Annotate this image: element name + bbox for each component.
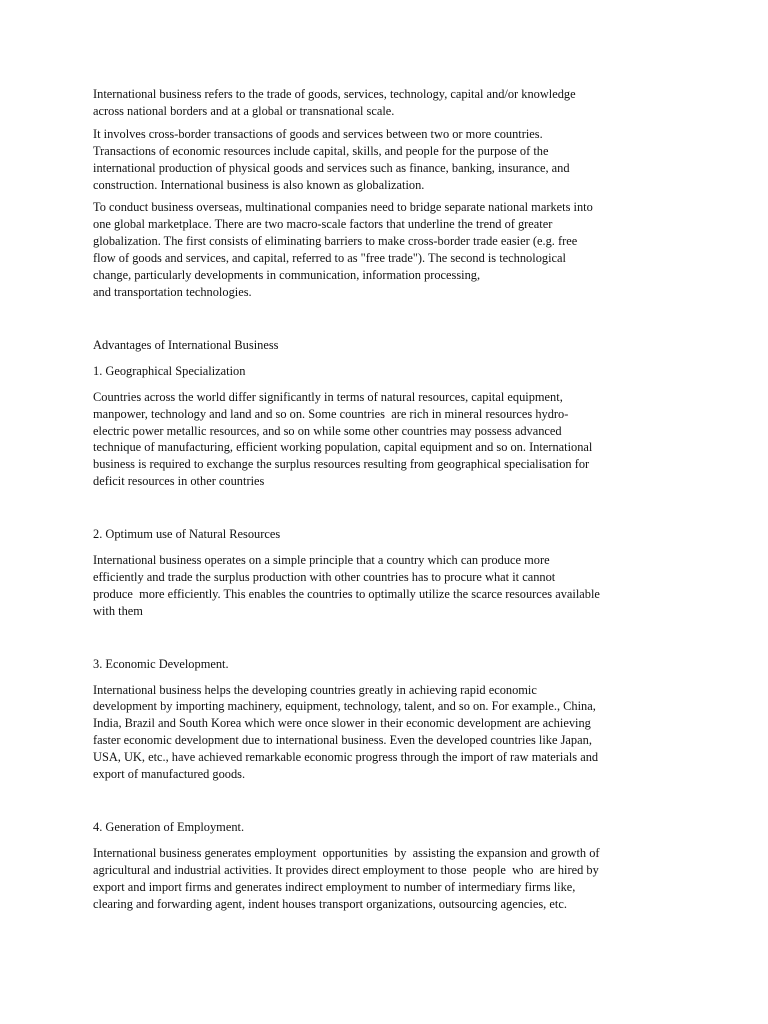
text-line: business is required to exchange the surplus resources resulting from geographical specialisation for <box>93 457 590 472</box>
text-line: globalization. The first consists of eliminating barriers to make cross-border trade easier (e.g. free <box>93 234 578 249</box>
text-line: export of manufactured goods. <box>93 767 246 782</box>
text-line: Countries across the world differ significantly in terms of natural resources, capital equipment, <box>93 389 563 404</box>
text-line: International business helps the developing countries greatly in achieving rapid economic <box>93 682 537 697</box>
text-line: India, Brazil and South Korea which were once slower in their economic development are achieving <box>93 716 591 731</box>
text-line: technique of manufacturing, efficient working population, capital equipment and so on. International <box>93 440 593 455</box>
text-line: manpower, technology and land and so on. Some countries are rich in mineral resources hydro- <box>93 406 569 421</box>
section-heading <box>93 363 683 380</box>
heading-text: 1. Geographical Specialization <box>93 363 246 378</box>
text-line: development by importing machinery, equipment, technology, talent, and so on. For example., China, <box>93 699 596 714</box>
text-line: efficiently and trade the surplus production with other countries has to procure what it cannot <box>93 569 556 584</box>
text-line: It involves cross-border transactions of goods and services between two or more countries. <box>93 126 543 141</box>
section-heading <box>93 526 683 543</box>
section-heading <box>93 656 683 673</box>
section-paragraph <box>93 845 683 913</box>
section-paragraph <box>93 552 683 620</box>
text-line: international production of physical goods and services such as finance, banking, insurance, and <box>93 160 570 175</box>
text-line: International business operates on a simple principle that a country which can produce more <box>93 553 550 568</box>
text-line: International business generates employment opportunities by assisting the expansion and growth of <box>93 845 600 860</box>
text-line: clearing and forwarding agent, indent houses transport organizations, outsourcing agencies, etc. <box>93 896 567 911</box>
intro-paragraph <box>93 86 683 120</box>
heading-text: Advantages of International Business <box>93 337 279 352</box>
text-line: one global marketplace. There are two macro-scale factors that underline the trend of greater <box>93 217 553 232</box>
section-paragraph <box>93 682 683 783</box>
text-line: produce more efficiently. This enables the countries to optimally utilize the scarce resources available <box>93 586 600 601</box>
text-line: change, particularly developments in communication, information processing, <box>93 268 481 283</box>
text-line: To conduct business overseas, multinational companies need to bridge separate national markets into <box>93 200 593 215</box>
text-line: flow of goods and services, and capital, referred to as "free trade"). The second is technological <box>93 251 566 266</box>
text-line: export and import firms and generates indirect employment to number of intermediary firms like, <box>93 879 576 894</box>
heading-text: 2. Optimum use of Natural Resources <box>93 527 281 542</box>
text-line: construction. International business is also known as globalization. <box>93 177 425 192</box>
text-line: deficit resources in other countries <box>93 474 265 489</box>
text-line: USA, UK, etc., have achieved remarkable economic progress through the import of raw materials and <box>93 750 599 765</box>
text-line: and transportation technologies. <box>93 284 252 299</box>
text-line: faster economic development due to international business. Even the developed countries like Japan, <box>93 733 592 748</box>
section-paragraph <box>93 389 683 490</box>
text-line: Transactions of economic resources include capital, skills, and people for the purpose of the <box>93 143 549 158</box>
text-line: with them <box>93 603 143 618</box>
advantages-heading <box>93 337 683 354</box>
text-line: electric power metallic resources, and so on while some other countries may possess advanced <box>93 423 562 438</box>
heading-text: 4. Generation of Employment. <box>93 820 245 834</box>
text-line: International business refers to the trade of goods, services, technology, capital and/or knowledge <box>93 87 576 101</box>
section-heading <box>93 819 683 836</box>
text-line: across national borders and at a global or transnational scale. <box>93 103 395 118</box>
heading-text: 3. Economic Development. <box>93 656 229 671</box>
text-line: agricultural and industrial activities. It provides direct employment to those people who are hired by <box>93 862 599 877</box>
intro-paragraph <box>93 126 683 194</box>
document-body <box>93 86 683 913</box>
intro-paragraph <box>93 199 683 300</box>
